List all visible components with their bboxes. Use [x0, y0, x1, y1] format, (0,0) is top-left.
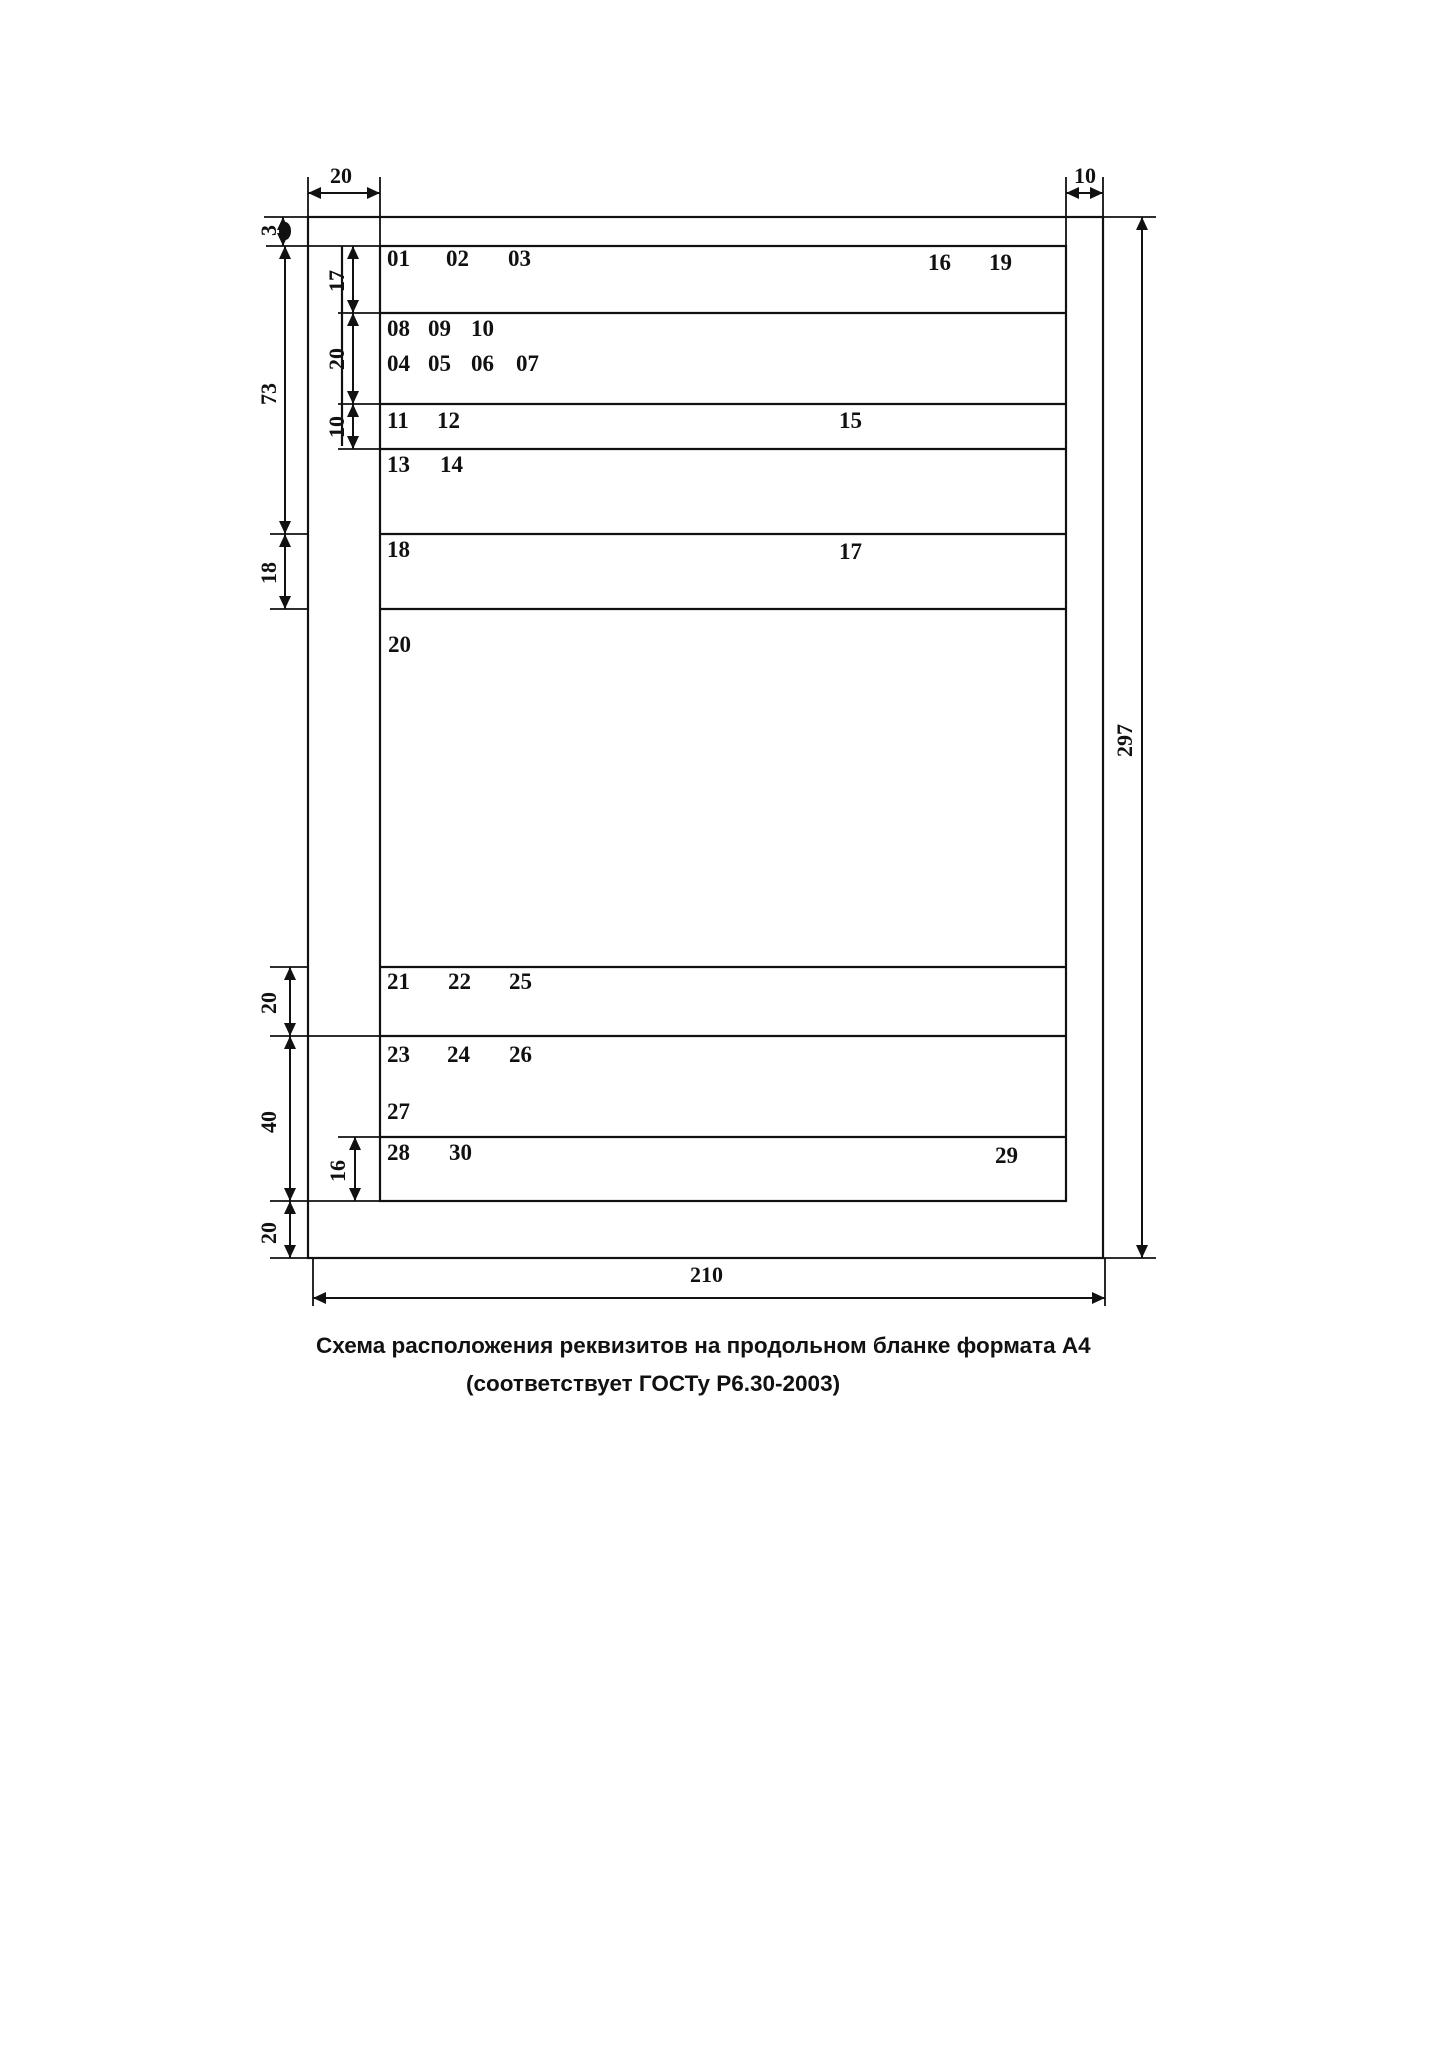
field-16: 16 [928, 250, 951, 275]
field-25: 25 [509, 969, 532, 994]
dim-arrow-band-16 [349, 1137, 361, 1201]
field-12: 12 [437, 408, 460, 433]
dim-bottom-margin: 20 [256, 1222, 281, 1244]
field-04: 04 [387, 351, 410, 376]
field-03: 03 [508, 246, 531, 271]
field-10: 10 [471, 316, 494, 341]
field-13: 13 [387, 452, 410, 477]
dim-block-40: 40 [256, 1111, 281, 1133]
dim-band-10: 10 [324, 416, 349, 438]
dim-arrow-height-297 [1136, 217, 1148, 1258]
field-14: 14 [440, 452, 463, 477]
dim-left-margin: 20 [330, 163, 352, 188]
dim-width-210: 210 [690, 1262, 723, 1287]
field-27: 27 [387, 1099, 410, 1124]
dim-band-17: 17 [324, 270, 349, 292]
dim-band-16: 16 [325, 1160, 350, 1182]
field-19: 19 [989, 250, 1012, 275]
dim-arrow-block-20-lower [284, 967, 296, 1036]
field-21: 21 [387, 969, 410, 994]
field-07: 07 [516, 351, 539, 376]
field-23: 23 [387, 1042, 410, 1067]
field-08: 08 [387, 316, 410, 341]
dim-right-margin: 10 [1074, 163, 1096, 188]
dim-top-margin: 3 [256, 225, 281, 236]
field-29: 29 [995, 1143, 1018, 1168]
field-20: 20 [388, 632, 411, 657]
dim-block-73: 73 [256, 383, 281, 405]
dim-block-20-lower: 20 [256, 992, 281, 1014]
field-22: 22 [448, 969, 471, 994]
field-05: 05 [428, 351, 451, 376]
field-11: 11 [387, 408, 409, 433]
dim-height-297: 297 [1112, 724, 1137, 757]
field-30: 30 [449, 1140, 472, 1165]
caption-line-2: (соответствует ГОСТу Р6.30-2003) [466, 1371, 841, 1396]
field-06: 06 [471, 351, 494, 376]
dim-arrow-bottom-margin [284, 1201, 296, 1258]
field-28: 28 [387, 1140, 410, 1165]
field-15: 15 [839, 408, 862, 433]
field-09: 09 [428, 316, 451, 341]
dim-arrow-width-210 [313, 1292, 1105, 1304]
dim-arrow-block-40 [284, 1036, 296, 1201]
dim-block-18: 18 [256, 562, 281, 584]
dim-arrow-left-margin [308, 187, 380, 199]
field-02: 02 [446, 246, 469, 271]
caption-line-1: Схема расположения реквизитов на продольном бланке формата А4 [316, 1333, 1091, 1358]
field-18: 18 [387, 537, 410, 562]
field-24: 24 [447, 1042, 470, 1067]
field-26: 26 [509, 1042, 532, 1067]
print-area-outline [380, 246, 1066, 1201]
dim-band-20: 20 [324, 348, 349, 370]
field-17: 17 [839, 539, 862, 564]
dim-arrow-right-margin [1066, 187, 1103, 199]
field-01: 01 [387, 246, 410, 271]
